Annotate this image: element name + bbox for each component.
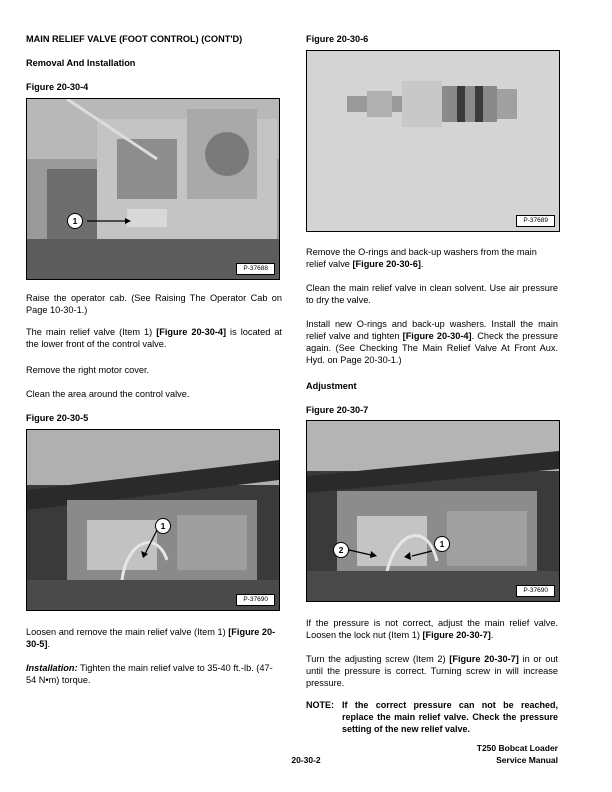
paragraph-valve-location — [26, 326, 282, 350]
callout-1: 1 — [434, 536, 450, 552]
paragraph-remove-orings — [306, 246, 558, 270]
text-fragment: Tighten the main relief valve to 35-40 ft.-lb. (47-54 N•m) torque. — [26, 663, 273, 686]
footer-product-block — [477, 743, 558, 767]
control-valve-photo — [27, 99, 279, 279]
text-fragment: . — [47, 639, 51, 650]
text-fragment: Remove the O-rings and back-up washers from the main relief valve — [306, 247, 537, 270]
photo-id-label: P-37690 — [516, 585, 555, 597]
paragraph-remove-cover: Remove the right motor cover. — [26, 365, 150, 375]
page-number: 20-30-2 — [291, 755, 321, 765]
relief-valve-cartridge-photo — [307, 51, 559, 231]
figure-reference: [Figure 20-30-4] — [156, 327, 227, 337]
note-text: If the correct pressure can not be reached, replace the main relief valve. Check the pressure setting of the new relief valve. — [342, 700, 558, 734]
figure-reference: [Figure 20-30-6] — [352, 259, 421, 270]
figure-caption-20-30-6: Figure 20-30-6 — [306, 34, 369, 44]
text-fragment: The main relief valve (Item 1) — [26, 327, 157, 337]
paragraph-installation — [26, 662, 282, 686]
note-label: NOTE: — [306, 700, 334, 710]
photo-id-label: P-37689 — [516, 215, 555, 227]
installation-label: Installation: — [26, 663, 78, 673]
subsection-adjustment: Adjustment — [306, 381, 357, 391]
figure-caption-20-30-7: Figure 20-30-7 — [306, 405, 369, 415]
callout-2: 2 — [333, 542, 349, 558]
figure-20-30-4-photo — [26, 98, 280, 280]
figure-20-30-6-photo — [306, 50, 560, 232]
paragraph-raise-cab: Raise the operator cab. (See Raising The Operator Cab on Page 10-30-1.) — [26, 293, 282, 316]
figure-reference: [Figure 20-30-7] — [449, 654, 519, 664]
footer-manual: Service Manual — [496, 754, 558, 765]
figure-caption-20-30-4: Figure 20-30-4 — [26, 82, 89, 92]
figure-reference: [Figure 20-30-5] — [26, 627, 276, 650]
paragraph-loosen-remove — [26, 626, 282, 650]
adjustment-photo — [307, 421, 559, 601]
relief-valve-photo — [27, 430, 279, 610]
text-fragment: is located at the lower front of the control valve. — [26, 327, 282, 350]
text-fragment: in or out until the pressure is correct. Turning screw in will increase pressure. — [306, 654, 558, 689]
paragraph-turn-screw — [306, 653, 558, 689]
photo-id-label: P-37690 — [236, 594, 275, 606]
paragraph-adjust-valve — [306, 617, 558, 641]
footer-product: T250 Bobcat Loader — [476, 743, 558, 753]
figure-reference: [Figure 20-30-7] — [422, 630, 491, 641]
figure-20-30-7-photo — [306, 420, 560, 602]
figure-caption-20-30-5: Figure 20-30-5 — [26, 413, 89, 423]
text-fragment: If the pressure is not correct, adjust the main relief valve. Loosen the lock nut (Item 1) — [306, 618, 558, 641]
paragraph-clean-area: Clean the area around the control valve. — [26, 389, 190, 399]
subsection-removal: Removal And Installation — [26, 58, 136, 68]
figure-reference: [Figure 20-30-4] — [402, 331, 472, 342]
text-fragment: Install new O-rings and back-up washers. Install the main relief valve and tighten — [306, 319, 558, 342]
callout-1: 1 — [67, 213, 83, 229]
text-fragment: Turn the adjusting screw (Item 2) — [306, 654, 450, 664]
paragraph-install-new — [306, 318, 558, 367]
section-title: MAIN RELIEF VALVE (FOOT CONTROL) (CONT'D) — [26, 34, 243, 44]
text-fragment: . — [420, 259, 424, 270]
photo-id-label: P-37688 — [236, 263, 275, 275]
text-fragment: . Check the pressure again. (See Checking The Main Relief Valve At Front Aux. Hyd. on Page 20-30-1.) — [306, 331, 558, 366]
figure-20-30-5-photo — [26, 429, 280, 611]
text-fragment: Loosen and remove the main relief valve (Item 1) — [26, 627, 229, 637]
callout-1: 1 — [155, 518, 171, 534]
paragraph-clean-valve: Clean the main relief valve in clean solvent. Use air pressure to dry the valve. — [306, 283, 558, 306]
text-fragment: . — [490, 630, 494, 641]
